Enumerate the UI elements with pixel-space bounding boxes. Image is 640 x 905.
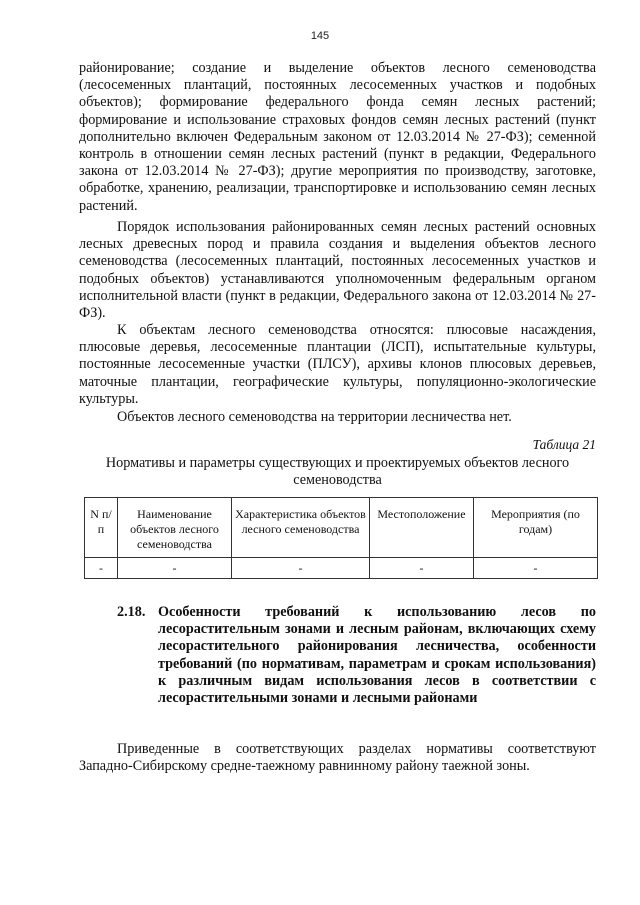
cell-object-name: -	[118, 558, 232, 579]
section-title: Особенности требований к использованию лесов по лесорастительным зонами и лесным районам, включающих схему лесорастительного районирования лесничества, особенности требований (по нормативам, параметрам и срокам использования) к различным видам использования лесов в соответствии с лесорастительными зонами и лесными районами	[158, 604, 596, 707]
header-measures: Мероприятия (по годам)	[474, 498, 598, 558]
page-number: 145	[310, 30, 330, 42]
cell-location: -	[370, 558, 474, 579]
intro-paragraph-block	[79, 60, 596, 215]
cell-characteristics: -	[232, 558, 370, 579]
final-paragraph: Приведенные в соответствующих разделах нормативы соответствуют Западно-Сибирскому средне-таежному равнинному району таежной зоны.	[79, 741, 596, 775]
header-location: Местоположение	[370, 498, 474, 558]
section-heading	[117, 604, 596, 707]
cell-measures: -	[474, 558, 598, 579]
intro-paragraph: районирование; создание и выделение объектов лесного семеноводства (лесосеменных плантаций, постоянных лесосеменных участков и подобных объектов); формирование федерального фонда семян лесных растений; формирование и использование страховых фондов семян лесных растений (пункт дополнительно включен Федеральным законом от 12.03.2014 № 27-ФЗ); семенной контроль в отношении семян лесных растений (пункт в редакции, Федерального закона от 12.03.2014 № 27-ФЗ); другие мероприятия по производству, заготовке, обработке, хранению, реализации, транспортировке и использованию семян лесных растений.	[79, 60, 596, 214]
cell-number: -	[85, 558, 118, 579]
table-caption: Таблица 21	[532, 437, 596, 452]
no-objects-paragraph: Объектов лесного семеноводства на территории лесничества нет.	[117, 409, 512, 425]
table-container	[84, 497, 597, 579]
table-title: Нормативы и параметры существующих и проектируемых объектов лесного семеноводства	[105, 455, 570, 489]
header-characteristics: Характеристика объектов лесного семеноводства	[232, 498, 370, 558]
table-header-row	[85, 498, 598, 558]
header-number: N п/п	[85, 498, 118, 558]
header-object-name: Наименование объектов лесного семеноводства	[118, 498, 232, 558]
objects-paragraph-block	[79, 322, 596, 408]
final-paragraph-block	[79, 741, 596, 775]
objects-paragraph: К объектам лесного семеноводства относятся: плюсовые насаждения, плюсовые деревья, лесосеменные плантации (ЛСП), испытательные культуры, постоянные лесосеменные участки (ПЛСУ), архивы клонов плюсовых деревьев, маточные плантации, географические культуры, популяционно-экологические культуры.	[79, 322, 596, 407]
section-number: 2.18.	[117, 604, 146, 620]
no-objects-paragraph-block	[79, 409, 596, 426]
order-paragraph: Порядок использования районированных семян лесных растений основных лесных древесных пород и правила создания и выделения объектов лесного семеноводства (лесосеменных плантаций, постоянных лесосеменных участков и подобных объектов) устанавливаются уполномоченным федеральным органом исполнительной власти (пункт в редакции, Федерального закона от 12.03.2014 № 27-ФЗ).	[79, 219, 596, 322]
seed-objects-table	[84, 497, 598, 579]
order-paragraph-block	[79, 219, 596, 322]
table-row	[85, 558, 598, 579]
